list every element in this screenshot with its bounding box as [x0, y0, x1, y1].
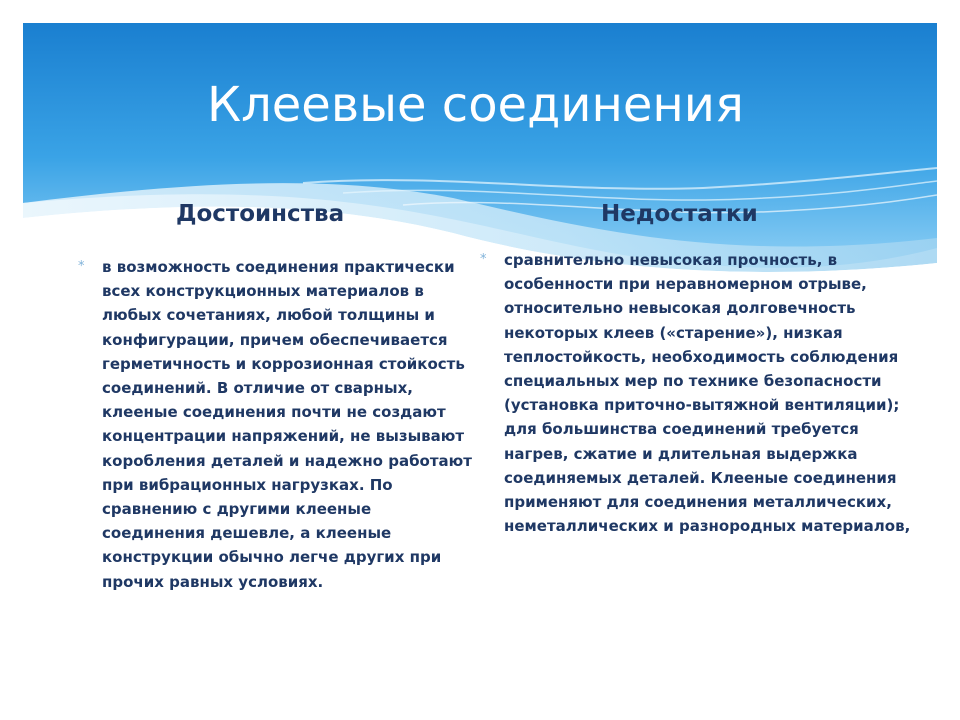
header-wave-background — [23, 23, 937, 283]
advantages-heading: Достоинства — [176, 201, 345, 227]
advantages-list-item — [78, 255, 472, 594]
disadvantages-text: сравнительно невысокая прочность, в особенности при неравномерном отрыве, относительно невысокая долговечность некоторых клеев («старение»), низкая теплостойкость, необходимость соблюдения специальных мер по технике безопасности (установка приточно-вытяжной вентиляции); для большинства соединений требуется нагрев, сжатие и длительная выдержка соединяемых деталей. Клееные соединения применяют для соединения металлических, неметаллических и разнородных материалов, — [504, 251, 911, 536]
slide-title: Клеевые соединения — [207, 77, 744, 133]
disadvantages-heading: Недостатки — [601, 201, 758, 227]
bullet-asterisk-icon: * — [480, 252, 487, 267]
advantages-text: в возможность соединения практически всех конструкционных материалов в любых сочетаниях, любой толщины и конфигурации, причем обеспечивается герметичность и коррозионная стойкость соединений. В отличие от сварных, клееные соединения почти не создают концентрации напряжений, не вызывают коробления деталей и надежно работают при вибрационных нагрузках. По сравнению с другими клееные соединения дешевле, а клееные конструкции обычно легче других при прочих равных условиях. — [102, 258, 472, 591]
disadvantages-list-item — [480, 248, 914, 538]
bullet-asterisk-icon: * — [78, 259, 85, 274]
slide — [23, 23, 937, 697]
